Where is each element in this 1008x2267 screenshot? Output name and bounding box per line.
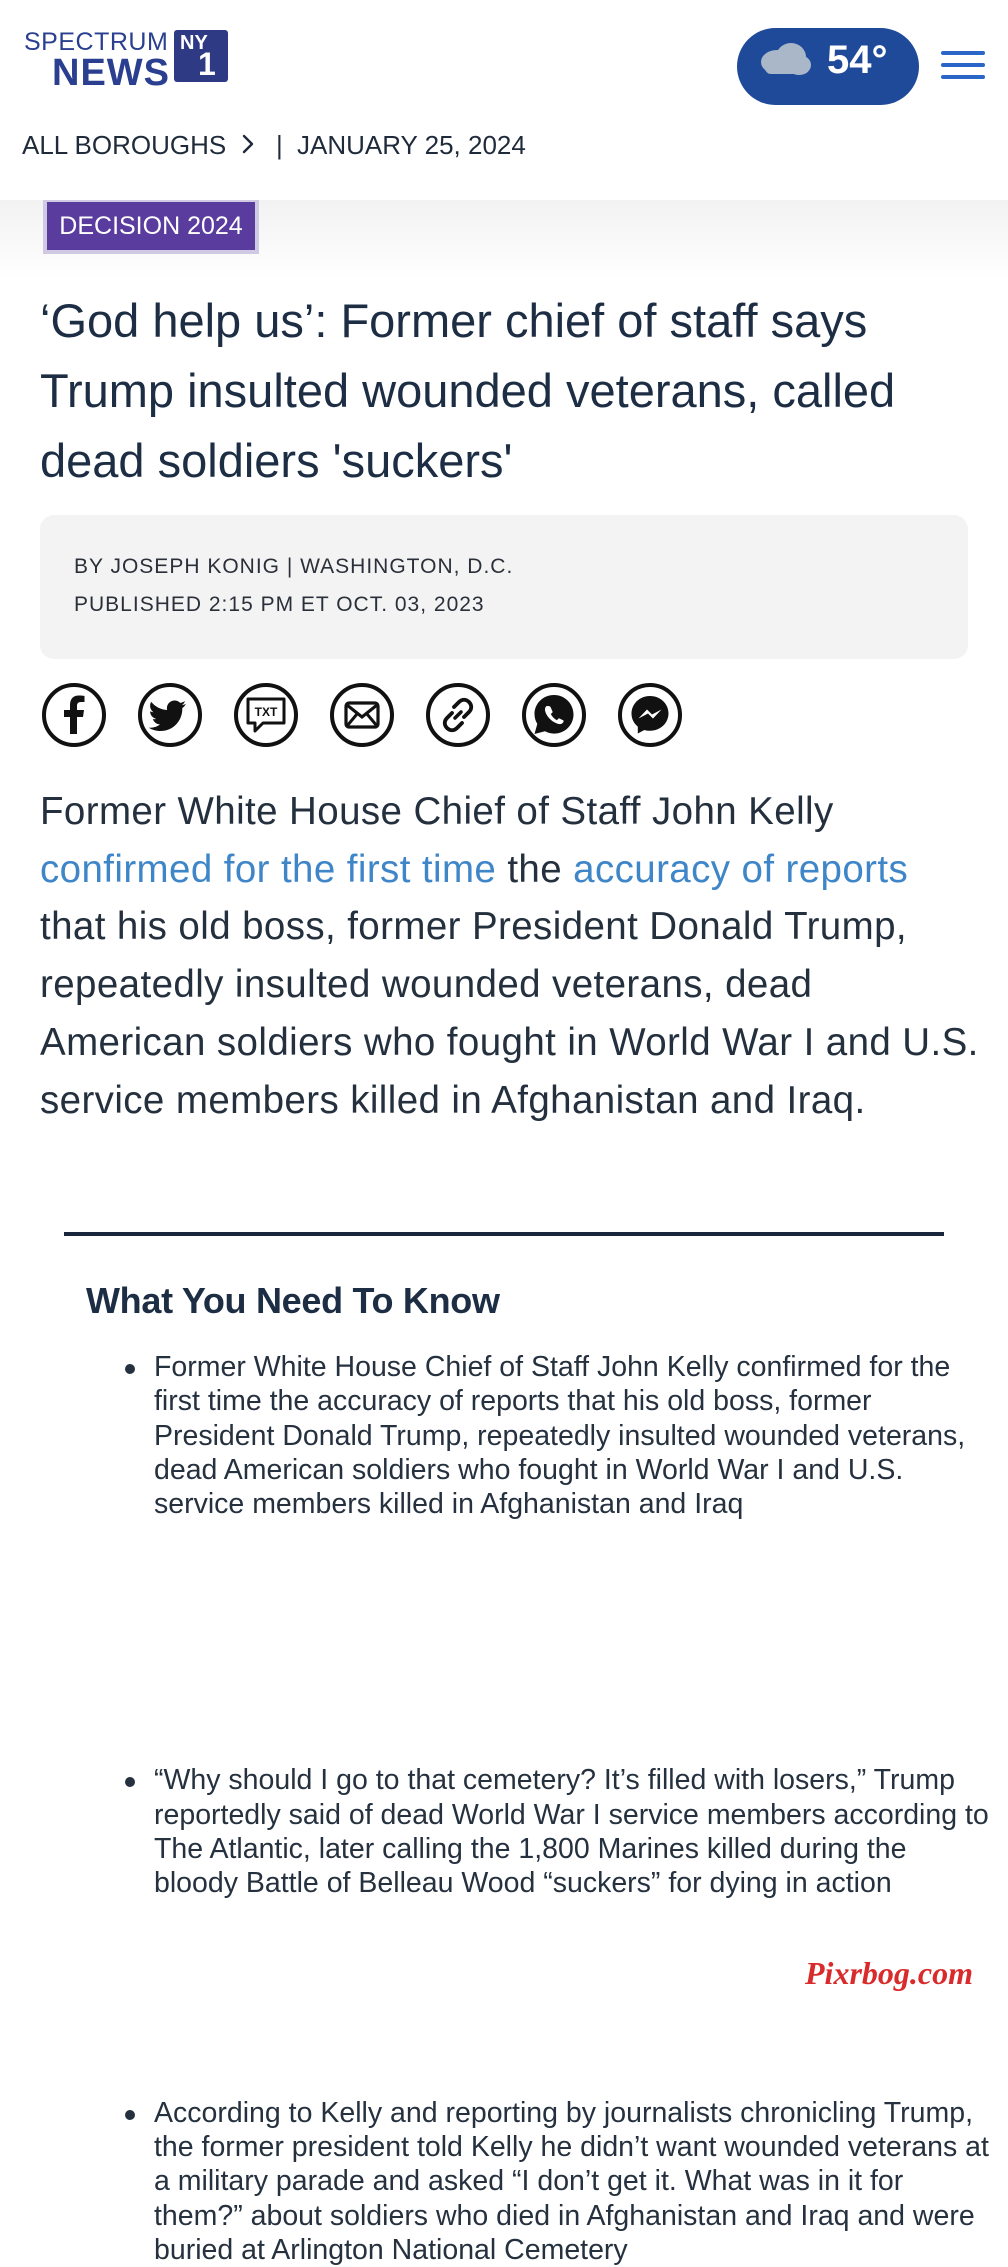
breadcrumb-separator: | xyxy=(276,130,283,160)
share-copy-link-button[interactable] xyxy=(425,682,491,748)
byline-author: BY JOSEPH KONIG | WASHINGTON, D.C. xyxy=(74,555,514,578)
byline-box xyxy=(40,515,968,659)
share-messenger-button[interactable] xyxy=(617,682,683,748)
lead-text-1: Former White House Chief of Staff John Kelly xyxy=(40,790,834,833)
share-facebook-button[interactable] xyxy=(41,682,107,748)
category-tag-label: DECISION 2024 xyxy=(47,202,255,250)
hamburger-menu-icon[interactable] xyxy=(937,45,989,85)
messenger-icon xyxy=(617,682,683,748)
what-you-need-to-know-title: What You Need To Know xyxy=(86,1280,500,1321)
copy-link-icon xyxy=(425,682,491,748)
share-twitter-button[interactable] xyxy=(137,682,203,748)
watermark: Pixrbog.com xyxy=(805,1955,973,1991)
category-tag[interactable] xyxy=(43,200,259,254)
section-divider xyxy=(64,1232,944,1236)
text-message-icon xyxy=(233,682,299,748)
weather-temperature: 54° xyxy=(827,38,888,82)
byline-published: PUBLISHED 2:15 PM ET OCT. 03, 2023 xyxy=(74,593,485,616)
share-text-message-button[interactable] xyxy=(233,682,299,748)
list-item: According to Kelly and reporting by journalists chronicling Trump, the former president told Kelly he didn’t want wounded veterans at a military parade and asked “I don’t get it. What was in it for them?” about soldiers who died in Afghanistan and Iraq and were buried at Arlington National Cemetery xyxy=(120,2096,994,2267)
logo-badge-ny: NY xyxy=(180,32,208,54)
twitter-icon xyxy=(137,682,203,748)
breadcrumb-date: JANUARY 25, 2024 xyxy=(297,130,526,160)
breadcrumb-all-boroughs[interactable]: ALL BOROUGHS xyxy=(22,130,227,160)
link-confirmed-first-time[interactable]: confirmed for the first time xyxy=(40,847,497,891)
chevron-right-icon[interactable] xyxy=(236,132,260,156)
logo-badge-one: 1 xyxy=(198,46,216,82)
list-item: “Why should I go to that cemetery? It’s filled with losers,” Trump reportedly said of dead World War I service members according to The Atlantic, later calling the 1,800 Marines killed during the bloody Battle of Belleau Wood “suckers” for dying in action xyxy=(120,1763,994,1900)
list-item: Former White House Chief of Staff John Kelly confirmed for the first time the accuracy of reports that his old boss, former President Donald Trump, repeatedly insulted wounded veterans, dead American soldiers who fought in World War I and U.S. service members killed in Afghanistan and Iraq xyxy=(120,1350,994,1521)
link-accuracy-of-reports[interactable]: accuracy of reports xyxy=(573,847,909,891)
txt-label: TXT xyxy=(254,705,278,719)
logo-text-spectrum: SPECTRUM xyxy=(24,28,169,56)
share-whatsapp-button[interactable] xyxy=(521,682,587,748)
site-header xyxy=(0,0,1008,200)
article-headline: ‘God help us’: Former chief of staff says Trump insulted wounded veterans, called dead soldiers 'suckers' xyxy=(40,294,896,487)
lead-text-2: the xyxy=(496,847,574,891)
article-lead-paragraph xyxy=(40,783,980,1129)
share-email-button[interactable] xyxy=(329,682,395,748)
whatsapp-icon xyxy=(521,682,587,748)
cloud-icon xyxy=(757,40,813,80)
weather-widget[interactable] xyxy=(737,28,919,105)
ny1-badge xyxy=(174,30,228,82)
facebook-icon xyxy=(41,682,107,748)
logo-text-news: NEWS xyxy=(52,52,170,94)
lead-text-3: that his old boss, former President Donald Trump, repeatedly insulted wounded veterans, dead American soldiers who fought in World War I and U.S. service members killed in Afghanistan and Iraq. xyxy=(40,905,979,1122)
spectrum-news-logo[interactable] xyxy=(24,28,234,94)
email-icon xyxy=(329,682,395,748)
